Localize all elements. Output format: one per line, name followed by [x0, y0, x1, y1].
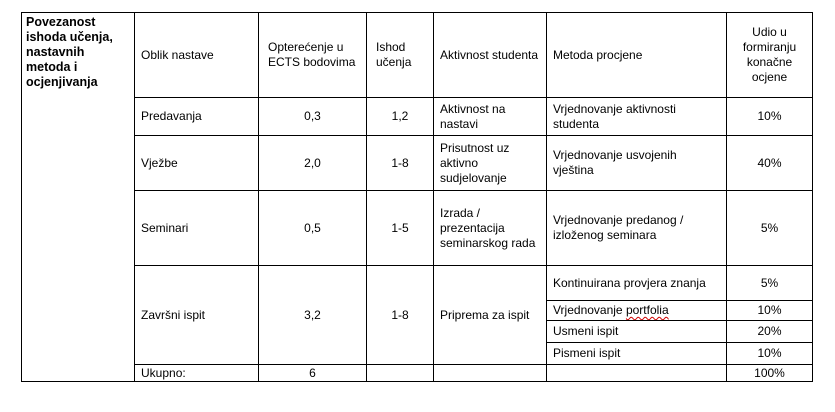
sub-metoda: Kontinuirana provjera znanja — [547, 266, 727, 301]
sub-metoda — [547, 301, 727, 321]
total-udio: 100% — [727, 365, 813, 382]
sub-udio: 10% — [727, 343, 813, 365]
row-ects: 0,5 — [259, 191, 367, 266]
row-aktivnost: Izrada / prezentacija seminarskog rada — [434, 191, 547, 266]
sub-udio: 10% — [727, 301, 813, 321]
sub-metoda: Usmeni ispit — [547, 321, 727, 343]
row-ects: 2,0 — [259, 136, 367, 191]
table-row — [22, 191, 813, 266]
row-ects: 3,2 — [259, 266, 367, 365]
outcomes-table — [21, 12, 813, 382]
row-aktivnost: Aktivnost na nastavi — [434, 98, 547, 136]
row-udio: 40% — [727, 136, 813, 191]
sub-udio: 20% — [727, 321, 813, 343]
total-aktivnost-empty — [434, 365, 547, 382]
header-oblik: Oblik nastave — [135, 13, 259, 98]
table-row — [22, 136, 813, 191]
row-oblik: Seminari — [135, 191, 259, 266]
row-aktivnost: Priprema za ispit — [434, 266, 547, 365]
total-row — [22, 365, 813, 382]
sub-metoda-b-misspelled: portfolia — [625, 303, 669, 317]
row-metoda: Vrjednovanje usvojenih vještina — [547, 136, 727, 191]
row-metoda: Vrjednovanje predanog / izloženog seminara — [547, 191, 727, 266]
total-metoda-empty — [547, 365, 727, 382]
row-udio: 5% — [727, 191, 813, 266]
table-row — [22, 266, 813, 301]
table-row — [22, 98, 813, 136]
sub-metoda: Pismeni ispit — [547, 343, 727, 365]
row-aktivnost: Prisutnost uz aktivno sudjelovanje — [434, 136, 547, 191]
row-ects: 0,3 — [259, 98, 367, 136]
row-ishod: 1-5 — [367, 191, 434, 266]
table-title: Povezanost ishoda učenja, nastavnih metoda i ocjenjivanja — [22, 13, 135, 382]
row-oblik: Završni ispit — [135, 266, 259, 365]
sub-udio: 5% — [727, 266, 813, 301]
row-ishod: 1-8 — [367, 136, 434, 191]
header-aktivnost: Aktivnost studenta — [434, 13, 547, 98]
header-ishod: Ishod učenja — [367, 13, 434, 98]
row-ishod: 1-8 — [367, 266, 434, 365]
header-row — [22, 13, 813, 98]
row-udio: 10% — [727, 98, 813, 136]
row-ishod: 1,2 — [367, 98, 434, 136]
total-ects: 6 — [259, 365, 367, 382]
total-label: Ukupno: — [135, 365, 259, 382]
sub-metoda-a: Vrjednovanje — [553, 303, 623, 317]
total-ishod-empty — [367, 365, 434, 382]
row-metoda: Vrjednovanje aktivnosti studenta — [547, 98, 727, 136]
header-opterecenje: Opterećenje u ECTS bodovima — [259, 13, 367, 98]
header-metoda: Metoda procjene — [547, 13, 727, 98]
row-oblik: Vježbe — [135, 136, 259, 191]
row-oblik: Predavanja — [135, 98, 259, 136]
header-udio: Udio u formiranju konačne ocjene — [727, 13, 813, 98]
